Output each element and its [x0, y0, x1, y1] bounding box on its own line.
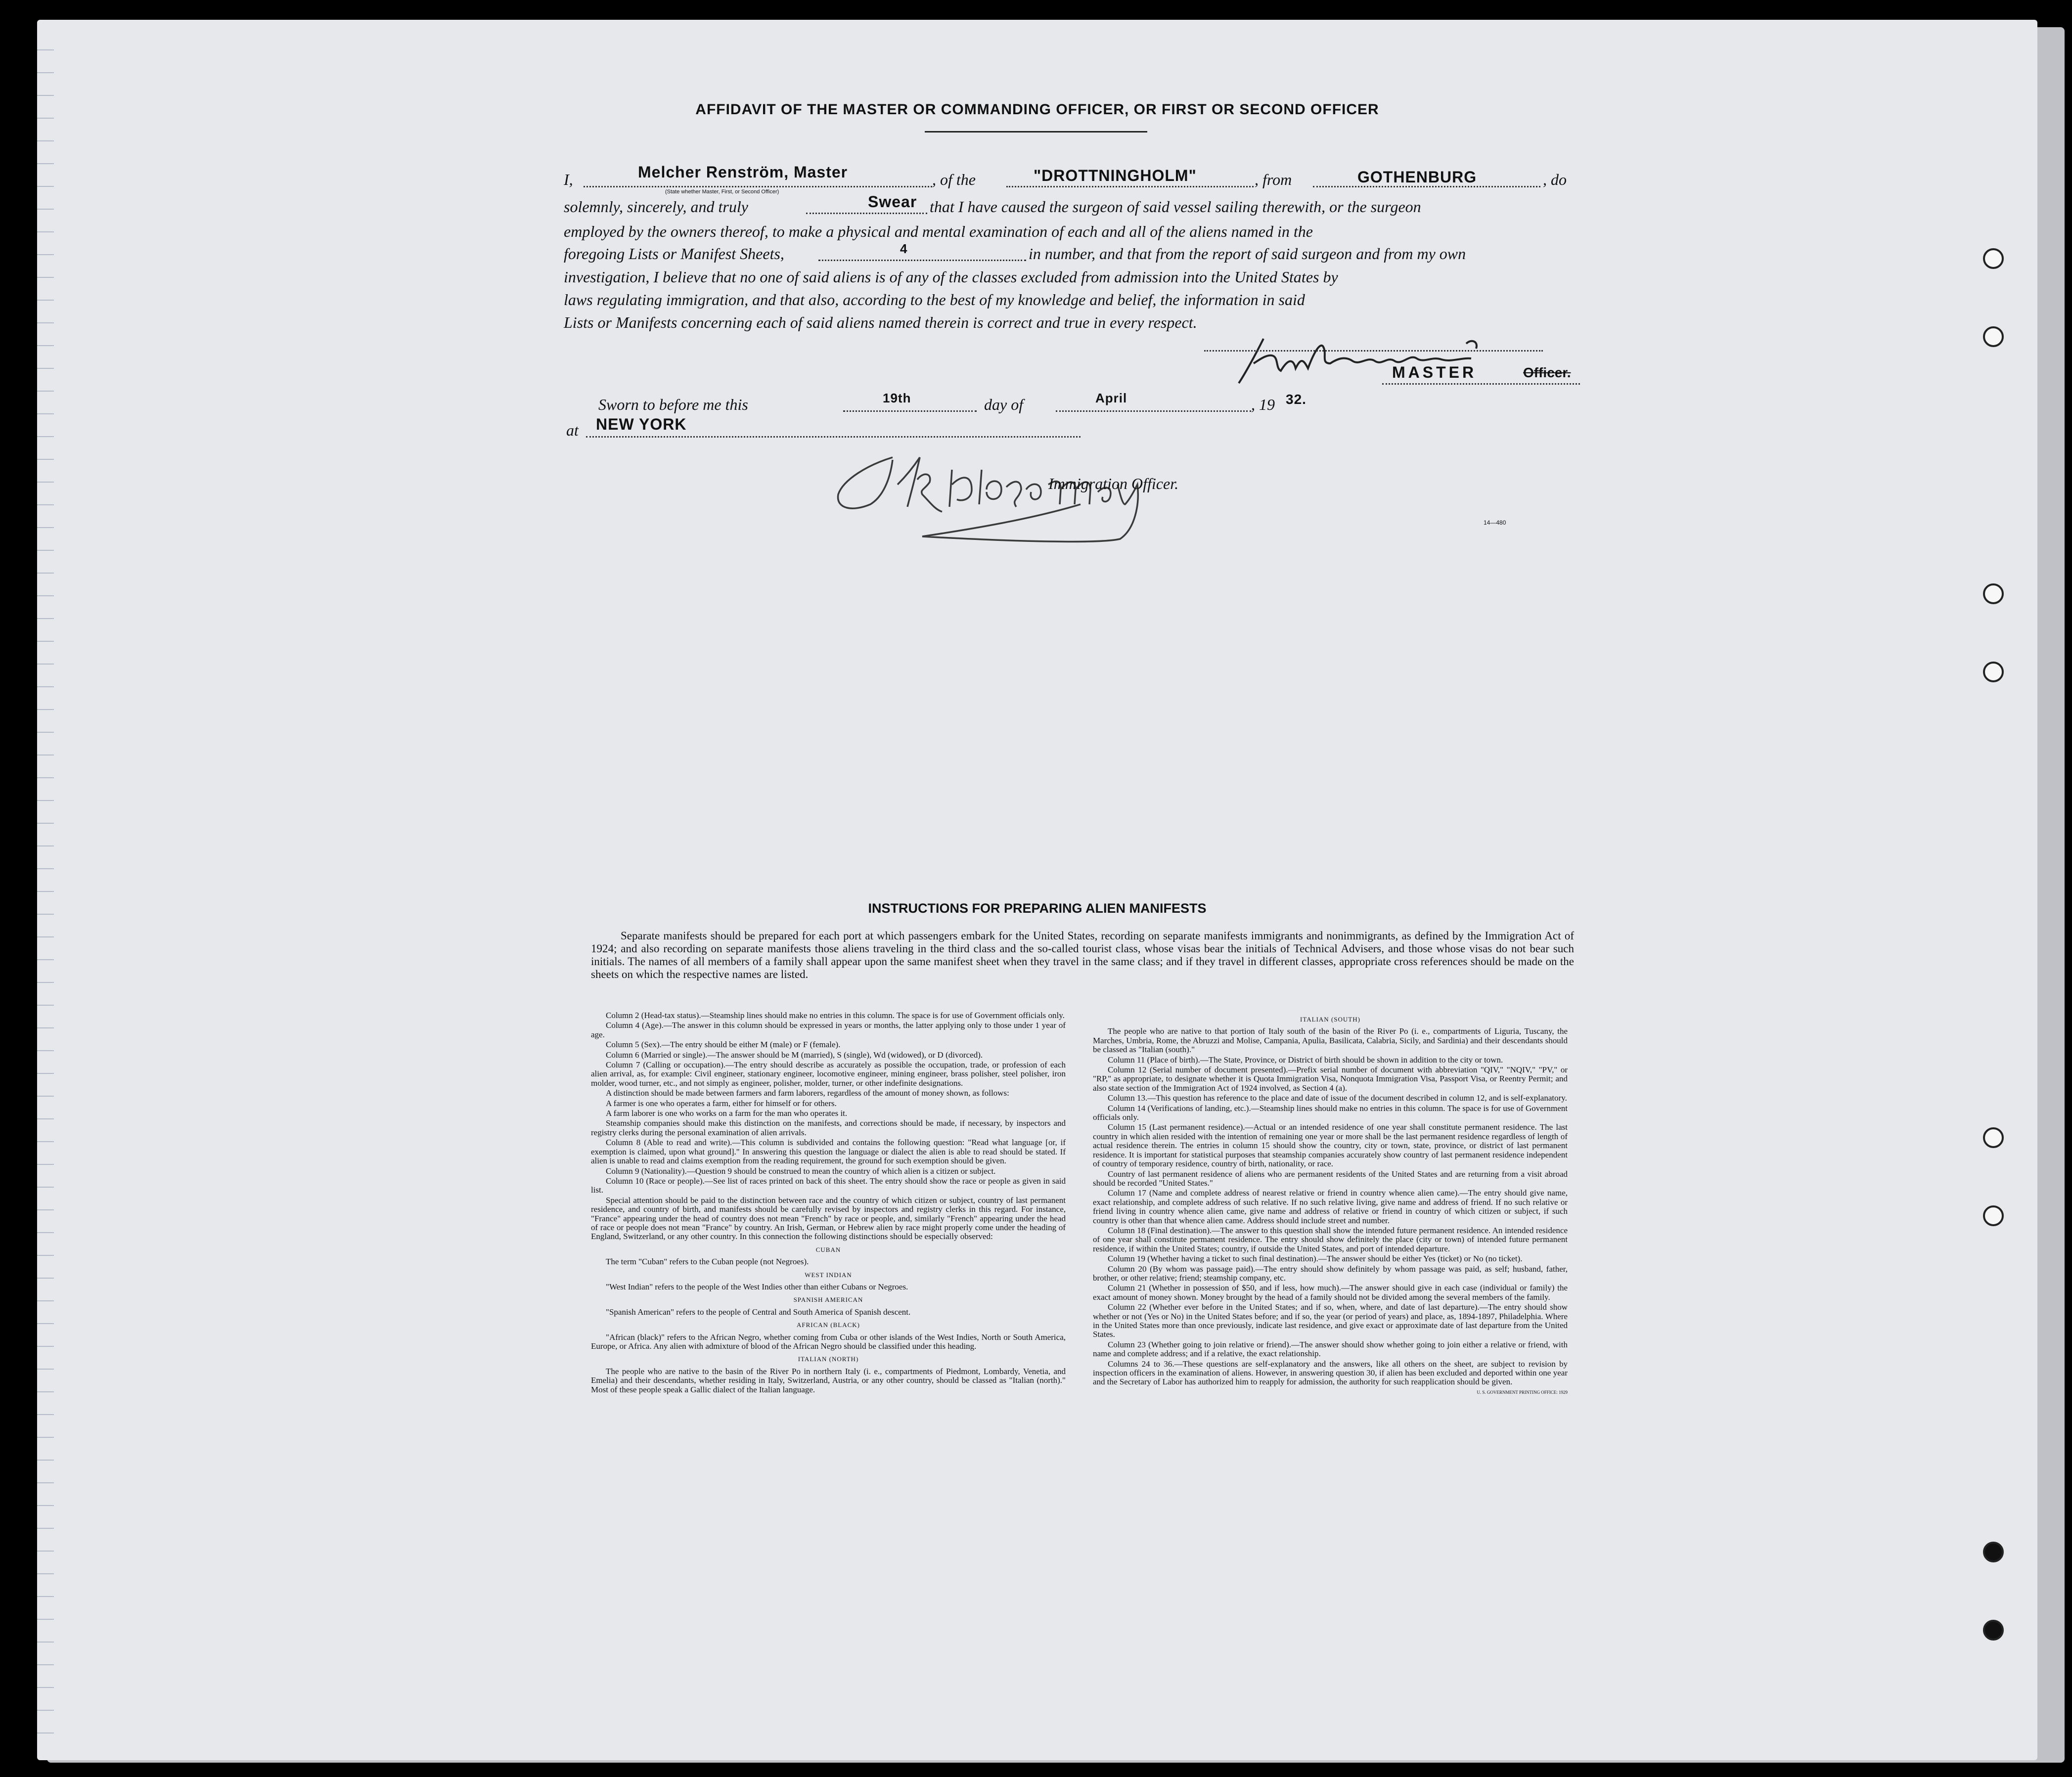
gpo-imprint: U. S. GOVERNMENT PRINTING OFFICE: 1929 [1477, 1389, 1568, 1395]
italian-north-heading: ITALIAN (NORTH) [798, 1355, 859, 1363]
ledger-line [37, 800, 54, 801]
instruction-para: Column 13.—This question has reference to the place and date of issue of the document described in column 12, and is self-explanatory. [1108, 1093, 1567, 1103]
ledger-line [37, 49, 54, 50]
ledger-line [37, 1209, 54, 1210]
sworn-text: Sworn to before me this [598, 396, 748, 413]
ledger-line [37, 1573, 54, 1574]
instruction-para: Column 12 (Serial number of document presented).—Prefix serial number of document with abbreviation "QIV," "NQIV," "PV," or "RP," as appropriate, to designate whether it is Quota Immigration Visa, Nonquota Immigration Visa, Passport Visa, or Reentry Permit; and also state section of the Immigration Act of 1924 involved, as Section 4 (a). [1093, 1065, 1568, 1093]
instruction-para: Column 15 (Last permanent residence).—Actual or an intended residence of one year shall constitute permanent residence. The last country in which alien resided with the intention of remaining one year or more shall be the last permanent residence regardless of length of actual residence therein. The entries in column 15 should show the country, city or town, state, province, or district of last permanent residence. It is important for statistical purposes that steamship companies accurately show country of last permanent residence independent of country of temporary residence, country of birth, nationality, or race. [1093, 1122, 1568, 1169]
ledger-line [37, 1642, 54, 1643]
ledger-line [37, 732, 54, 733]
ledger-line [37, 345, 54, 346]
ledger-line [37, 1096, 54, 1097]
vessel-blank [1006, 186, 1254, 187]
ledger-line [37, 1232, 54, 1233]
ledger-line [37, 550, 54, 551]
sworn-year: 32. [1286, 392, 1306, 407]
ledger-line [37, 72, 54, 73]
ledger-line [37, 254, 54, 255]
ledger-line [37, 891, 54, 892]
oath-line-2: that I have caused the surgeon of said vessel sailing therewith, or the surgeon [930, 198, 1421, 216]
ledger-line [37, 459, 54, 460]
ledger-line [37, 1346, 54, 1347]
oath-blank [806, 213, 927, 214]
instruction-para: Column 8 (Able to read and write).—This column is subdivided and contains the following question: "Read what language [or, if exemption is claimed, upon what ground]." In answering this question the language or dialect the alien is able to read should be stated. If alien is unable to read and claims exemption from the reading requirement, the ground for such exemption should be given. [591, 1138, 1066, 1166]
instructions-title: INSTRUCTIONS FOR PREPARING ALIEN MANIFESTS [868, 901, 1207, 916]
sheets-blank [818, 260, 1026, 261]
ledger-line [37, 1596, 54, 1597]
oath-verb: Swear [868, 193, 917, 211]
ledger-line [37, 868, 54, 869]
ledger-line [37, 1437, 54, 1438]
west-indian-heading: WEST INDIAN [805, 1271, 852, 1279]
officer-struck: Officer. [1523, 365, 1571, 380]
oath-line-5: investigation, I believe that no one of said aliens is of any of the classes excluded from admission into the United States by [564, 268, 1338, 286]
instruction-para: Column 5 (Sex).—The entry should be either M (male) or F (female). [606, 1040, 841, 1050]
ledger-line [37, 1278, 54, 1279]
ledger-line [37, 709, 54, 710]
instruction-para: Column 14 (Verifications of landing, etc.).—Steamship lines should make no entries in this column. The space is for use of Government officials only. [1093, 1103, 1568, 1122]
immigration-officer-label: Immigration Officer. [1048, 475, 1179, 492]
spanish-american-heading: SPANISH AMERICAN [793, 1296, 863, 1304]
ledger-line [37, 209, 54, 210]
cuban-text: The term "Cuban" refers to the Cuban people (not Negroes). [606, 1257, 809, 1267]
instruction-para: Country of last permanent residence of aliens who are permanent residents of the United States and are returning from a visit abroad should be recorded "United States." [1093, 1169, 1568, 1188]
instruction-para: A distinction should be made between farmers and farm laborers, regardless of the amount of money shown, as follows: [606, 1088, 1009, 1098]
ledger-line [37, 686, 54, 687]
ledger-line [37, 1528, 54, 1529]
instruction-para: Column 9 (Nationality).—Question 9 should be construed to mean the country of which alien is a citizen or subject. [606, 1166, 996, 1176]
ledger-line [37, 1369, 54, 1370]
ledger-line [37, 1710, 54, 1711]
ledger-line [37, 982, 54, 983]
instruction-para: Column 11 (Place of birth).—The State, Province, or District of birth should be shown in addition to the city or town. [1108, 1055, 1503, 1065]
west-indian-text: "West Indian" refers to the people of the West Indies other than either Cubans or Negroes. [606, 1282, 908, 1291]
italian-south-heading: ITALIAN (SOUTH) [1300, 1016, 1360, 1023]
instruction-para: Column 2 (Head-tax status).—Steamship lines should make no entries in this column. The space is for use of Government officials only. [606, 1011, 1065, 1020]
ledger-line [37, 845, 54, 846]
instruction-para: Column 17 (Name and complete address of nearest relative or friend in country whence alien came).—The entry should give name, exact relationship, and complete address of such relative. If no such relative living, give name and address of friend. If no such relative or friend living in country whence alien came, give name and address of relative or friend in country of which citizen or subject, if such country is other than that whence alien came. Address should include street and number. [1093, 1188, 1568, 1225]
day-blank [843, 410, 977, 412]
instruction-para: Column 19 (Whether having a ticket to such final destination).—The answer should be either Yes (ticket) or No (no ticket). [1108, 1254, 1523, 1264]
ledger-line [37, 959, 54, 960]
ledger-line [37, 1187, 54, 1188]
binder-hole-icon [1983, 248, 2004, 269]
officer-signature [823, 450, 1219, 549]
name-blank [584, 186, 932, 187]
signer-title: MASTER [1392, 363, 1477, 381]
instructions-intro: Separate manifests should be prepared for each port at which passengers embark for the United States, recording on separate manifests immigrants and nonimmigrants, as defined by the Immigration Act of 1924; and also recording on separate manifests those aliens traveling in the third class and the so-called tourist class, whose visas bear the initials of Technical Advisers, and those whose visas do not bear such initials. The names of all members of a family shall appear upon the same manifest sheet when they travel in the same class; and if they travel in different classes, appropriate cross references should be made on the sheets on which the respective names are listed. [591, 930, 1574, 980]
ledger-line [37, 277, 54, 278]
ledger-line [37, 936, 54, 937]
instruction-para: Column 4 (Age).—The answer in this column should be expressed in years or months, the latter applying only to those under 1 year of age. [591, 1021, 1066, 1039]
ledger-line [37, 140, 54, 141]
instruction-para: Column 6 (Married or single).—The answer should be M (married), S (single), Wd (widowed), or D (divorced). [606, 1050, 983, 1060]
ledger-line [37, 1687, 54, 1688]
ledger-line [37, 1505, 54, 1506]
ledger-line [37, 1073, 54, 1074]
ledger-line [37, 231, 54, 232]
instruction-para: Column 10 (Race or people).—See list of races printed on back of this sheet. The entry should show the race or people as given in said list. [591, 1176, 1066, 1195]
oath-line-6: laws regulating immigration, and that also, according to the best of my knowledge and belief, the information in said [564, 291, 1305, 309]
ledger-line [37, 777, 54, 778]
instructions-left-column [591, 1011, 1066, 1395]
instruction-para: A farm laborer is one who works on a farm for the man who operates it. [606, 1109, 848, 1118]
ledger-line [37, 1005, 54, 1006]
vessel-name: "DROTTNINGHOLM" [1034, 167, 1197, 184]
binder-hole-icon [1983, 583, 2004, 604]
rank-caption: (State whether Master, First, or Second Officer) [665, 189, 779, 195]
ledger-line [37, 527, 54, 528]
title-line [1382, 383, 1580, 385]
ledger-line [37, 186, 54, 187]
ledger-line [37, 1460, 54, 1461]
master-signature-line [1204, 350, 1543, 352]
sworn-day: 19th [883, 391, 911, 405]
instruction-para: Columns 24 to 36.—These questions are self-explanatory and the answers, like all others on the sheet, are subject to revision by inspection officers in the examination of aliens. However, in answering question 30, if alien has been excluded and deported within one year and the Secretary of Labor has authorized him to reapply for admission, the authority for such reapplication should be given. [1093, 1359, 1568, 1387]
ledger-line [37, 300, 54, 301]
foregoing-text: foregoing Lists or Manifest Sheets, [564, 245, 784, 263]
ledger-line [37, 1027, 54, 1028]
binder-hole-icon [1983, 1127, 2004, 1148]
at-text: at [566, 421, 579, 439]
ledger-line [37, 641, 54, 642]
ledger-line [37, 664, 54, 665]
ledger-line [37, 504, 54, 505]
oath-line-3: employed by the owners thereof, to make a physical and mental examination of each and all of the aliens named in the [564, 222, 1313, 240]
solemnly-text: solemnly, sincerely, and truly [564, 198, 748, 216]
instructions-right-column [1093, 1011, 1568, 1398]
pronoun: I, [564, 171, 573, 188]
departure-port: GOTHENBURG [1357, 168, 1477, 186]
ledger-line [37, 1050, 54, 1051]
ledger-line [37, 1414, 54, 1415]
do-text: , do [1543, 171, 1567, 188]
ledger-line [37, 413, 54, 414]
place-blank [586, 436, 1081, 438]
sworn-place: NEW YORK [596, 415, 687, 433]
instruction-para: A farmer is one who operates a farm, either for himself or for others. [606, 1098, 837, 1108]
ledger-line [37, 1391, 54, 1392]
ledger-line [37, 1118, 54, 1119]
ledger-line [37, 391, 54, 392]
african-text: "African (black)" refers to the African Negro, whether coming from Cuba or other islands of the West Indies, North or South America, Europe, or Africa. Any alien with admixture of blood of the African Negro should be classified under this heading. [591, 1332, 1066, 1351]
instruction-para: Special attention should be paid to the distinction between race and the country of which citizen or subject, country of last permanent residence, and country of birth, and manifests should be carefully revised by inspectors and registry clerks in this regard. For instance, "France" appearing under the head of country does not mean "French" by race or people, and, similarly "French" appearing under the head of race or people does not mean "France" by country. An Irish, German, or Hebrew alien by race might properly come under the heading of England, Switzerland, or any other country. In this connection the following distinctions should be especially observed: [591, 1195, 1066, 1242]
oath-line-4: in number, and that from the report of said surgeon and from my own [1029, 245, 1466, 263]
manifest-page [37, 20, 2037, 1760]
ledger-line [37, 1141, 54, 1142]
spanish-american-text: "Spanish American" refers to the people of Central and South America of Spanish descent. [606, 1307, 911, 1317]
sheet-count: 4 [900, 241, 908, 256]
ledger-line [37, 322, 54, 323]
from-text: , from [1255, 171, 1292, 188]
binder-hole-icon [1983, 326, 2004, 347]
oath-line-7: Lists or Manifests concerning each of said aliens named therein is correct and true in every respect. [564, 313, 1197, 331]
instruction-para: Column 7 (Calling or occupation).—The entry should describe as accurately as possible the occupation, trade, or profession of each alien arrival, as, for example: Civil engineer, stationary engineer, locomotive engineer, mining engineer, brass polisher, steel polisher, iron molder, wood turner, etc., and not simply as engineer, polisher, molder, turner, or other indefinite designations. [591, 1060, 1066, 1088]
instruction-para: Column 21 (Whether in possession of $50, and if less, how much).—The answer should give in each case (individual or family) the exact amount of money shown. Money brought by the head of a family should not be divided among the several members of the family. [1093, 1283, 1568, 1302]
instruction-para: Column 22 (Whether ever before in the United States; and if so, when, where, and date of last departure).—The entry should show whether or not (Yes or No) in the United States before; and if so, the year (or period of years) and place, as, 1894-1897, Philadelphia. Where in the United States more than once previously, indicate last residence, and give exact or approximate date of last departure from the United States. [1093, 1302, 1568, 1339]
day-of-text: day of [984, 396, 1024, 413]
ledger-line [37, 163, 54, 164]
ledger-line [37, 368, 54, 369]
instruction-para: Column 18 (Final destination).—The answer to this question shall show the intended future permanent residence. An intended residence of one year shall constitute permanent residence. The entry should show definitely the place (city or town) of intended future permanent residence, if within the United States; country, if outside the United States, and port of intended departure. [1093, 1225, 1568, 1253]
heading-rule [925, 131, 1147, 133]
ledger-line [37, 1482, 54, 1483]
ledger-line [37, 1164, 54, 1165]
ledger-line [37, 618, 54, 619]
ledger-line [37, 823, 54, 824]
sworn-month: April [1095, 391, 1127, 405]
ledger-line [37, 95, 54, 96]
ledger-line [37, 1300, 54, 1301]
ledger-line [37, 436, 54, 437]
ledger-line [37, 1664, 54, 1665]
year-prefix: , 19 [1251, 396, 1275, 413]
binder-hole-icon [1983, 1205, 2004, 1226]
master-name: Melcher Renström, Master [638, 163, 848, 181]
cuban-heading: CUBAN [815, 1245, 841, 1253]
ledger-line [37, 573, 54, 574]
form-number: 14—480 [1484, 519, 1506, 526]
ledger-line [37, 1619, 54, 1620]
instruction-para: Steamship companies should make this distinction on the manifests, and corrections should be made, if necessary, by inspectors and registry clerks during the personal examination of alien arrivals. [591, 1118, 1066, 1137]
binder-hole-icon [1983, 1542, 2004, 1562]
month-blank [1056, 410, 1251, 412]
ledger-line [37, 1323, 54, 1324]
instruction-para: The people who are native to that portion of Italy south of the basin of the River Po (i. e., compartments of Liguria, Tuscany, the Marches, Umbria, Rome, the Abruzzi and Molise, Campania, Apulia, Basilicata, Calabria, Sicily, and Sardinia) and their descendants should be classed as "Italian (south)." [1093, 1026, 1568, 1055]
binder-hole-icon [1983, 662, 2004, 682]
ledger-line [37, 482, 54, 483]
instruction-para: Column 20 (By whom was passage paid).—The entry should show definitely by whom passage was paid, as self; husband, father, brother, or other relative; friend; steamship company, etc. [1093, 1264, 1568, 1283]
instruction-para: Column 23 (Whether going to join relative or friend).—The answer should show whether going to join either a relative or friend, with name and complete address; and if a relative, the exact relationship. [1093, 1339, 1568, 1359]
italian-north-text: The people who are native to the basin of the River Po in northern Italy (i. e., compartments of Piedmont, Lombardy, Venetia, and Emelia) and their descendants, whether residing in Italy, Switzerland, Austria, or any other country, should be classed as "Italian (north)." Most of these people speak a Gallic dialect of the Italian language. [591, 1366, 1066, 1394]
binder-hole-icon [1983, 1620, 2004, 1641]
ledger-line [37, 1255, 54, 1256]
of-the-text: , of the [932, 171, 976, 188]
affidavit-heading: AFFIDAVIT OF THE MASTER OR COMMANDING OFFICER, OR FIRST OR SECOND OFFICER [695, 101, 1379, 118]
ledger-line [37, 1551, 54, 1552]
ledger-line [37, 595, 54, 596]
african-heading: AFRICAN (BLACK) [796, 1321, 860, 1329]
